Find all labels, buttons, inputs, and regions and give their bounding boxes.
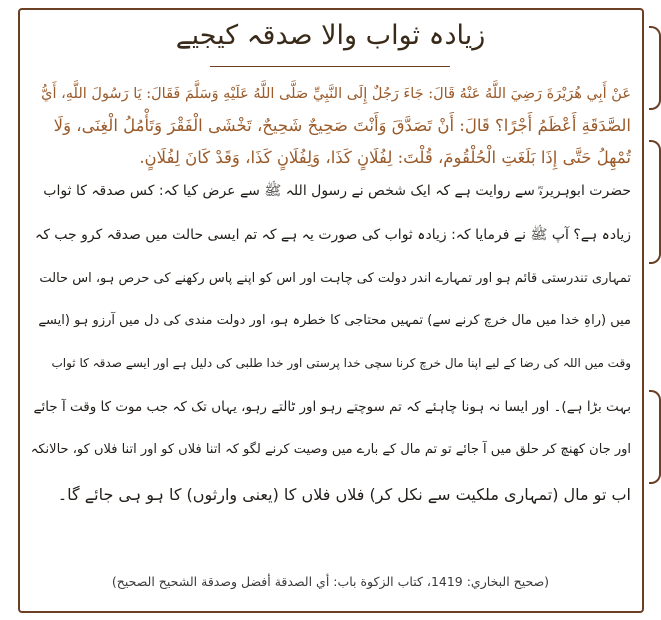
page-edge-ornament [649,390,661,484]
title-underline [210,66,450,67]
urdu-text-line: بہت بڑا ہے)۔ اور ایسا نہ ہونا چاہئے کہ تم سوچتے رہو اور ٹالتے رہو، یہاں تک کہ جب موت کا وقت آ جائے [33,399,631,415]
page-title: زیادہ ثواب والا صدقہ کیجیے [175,20,486,51]
urdu-text-line: وقت میں اللہ کی رضا کے لیے اپنا مال خرچ کرنا سچی خدا پرستی اور خدا طلبی کی دلیل ہے اور ایسے صدقہ کا ثواب [51,356,631,370]
urdu-text-line: زیادہ ہے؟ آپ ﷺ نے فرمایا کہ: زیادہ ثواب کی صورت یہ ہے کہ تم ایسی حالت میں صدقہ کرو جب کہ [34,227,631,243]
urdu-text-line: اب تو مال (تمہاری ملکیت سے نکل کر) فلاں فلاں کا (یعنی وارثوں) کا ہو ہی جائے گا۔ [57,485,631,504]
hadith-reference: (صحيح البخاري: 1419، كتاب الزكوة باب: أي الصدقة أفضل وصدقة الشحيح الصحيح) [111,574,550,589]
arabic-text-line: عَنْ أَبِي هُرَيْرَةَ رَضِيَ اللَّهُ عَنْهُ قَالَ: جَاءَ رَجُلٌ إِلَى النَّبِيِّ صَلَّى اللَّهُ عَلَيْهِ وَسَلَّمَ فَقَالَ: يَا رَسُولَ اللَّهِ، أَيُّ [41,86,631,102]
urdu-text-line: میں (راہِ خدا میں مال خرچ کرنے سے) تمہیں محتاجی کا خطرہ ہو، اور دولت مندی کی دل میں آرزو ہو (ایسے [38,313,631,328]
arabic-text-line: تُمْهِلُ حَتَّى إِذَا بَلَغَتِ الْحُلْقُومَ، قُلْتَ: لِفُلَانٍ كَذَا، وَلِفُلَانٍ كَذَا، وَقَدْ كَانَ لِفُلَانٍ. [139,148,631,167]
arabic-text-line: الصَّدَقَةِ أَعْظَمُ أَجْرًا؟ قَالَ: أَنْ تَصَدَّقَ وَأَنْتَ صَحِيحٌ شَحِيحٌ، تَخْشَى الْفَقْرَ وَتَأْمُلُ الْغِنَى، وَلَا [53,116,631,135]
page-edge-ornament [649,140,661,264]
urdu-text-line: اور جان کھنچ کر حلق میں آ جائے تو تم مال کے بارے میں وصیت کرنے لگو کہ اتنا فلاں کو اور اتنا فلاں کو، حالانکہ [30,442,631,457]
urdu-text-line: حضرت ابوہریرہؓ سے روایت ہے کہ ایک شخص نے رسول اللہ ﷺ سے عرض کیا کہ: کس صدقہ کا ثواب [43,183,631,199]
urdu-text-line: تمہاری تندرستی قائم ہو اور تمہارے اندر دولت کی چاہت اور اس کو اپنے پاس رکھنے کی حرص ہو، اس حالت [39,271,631,286]
